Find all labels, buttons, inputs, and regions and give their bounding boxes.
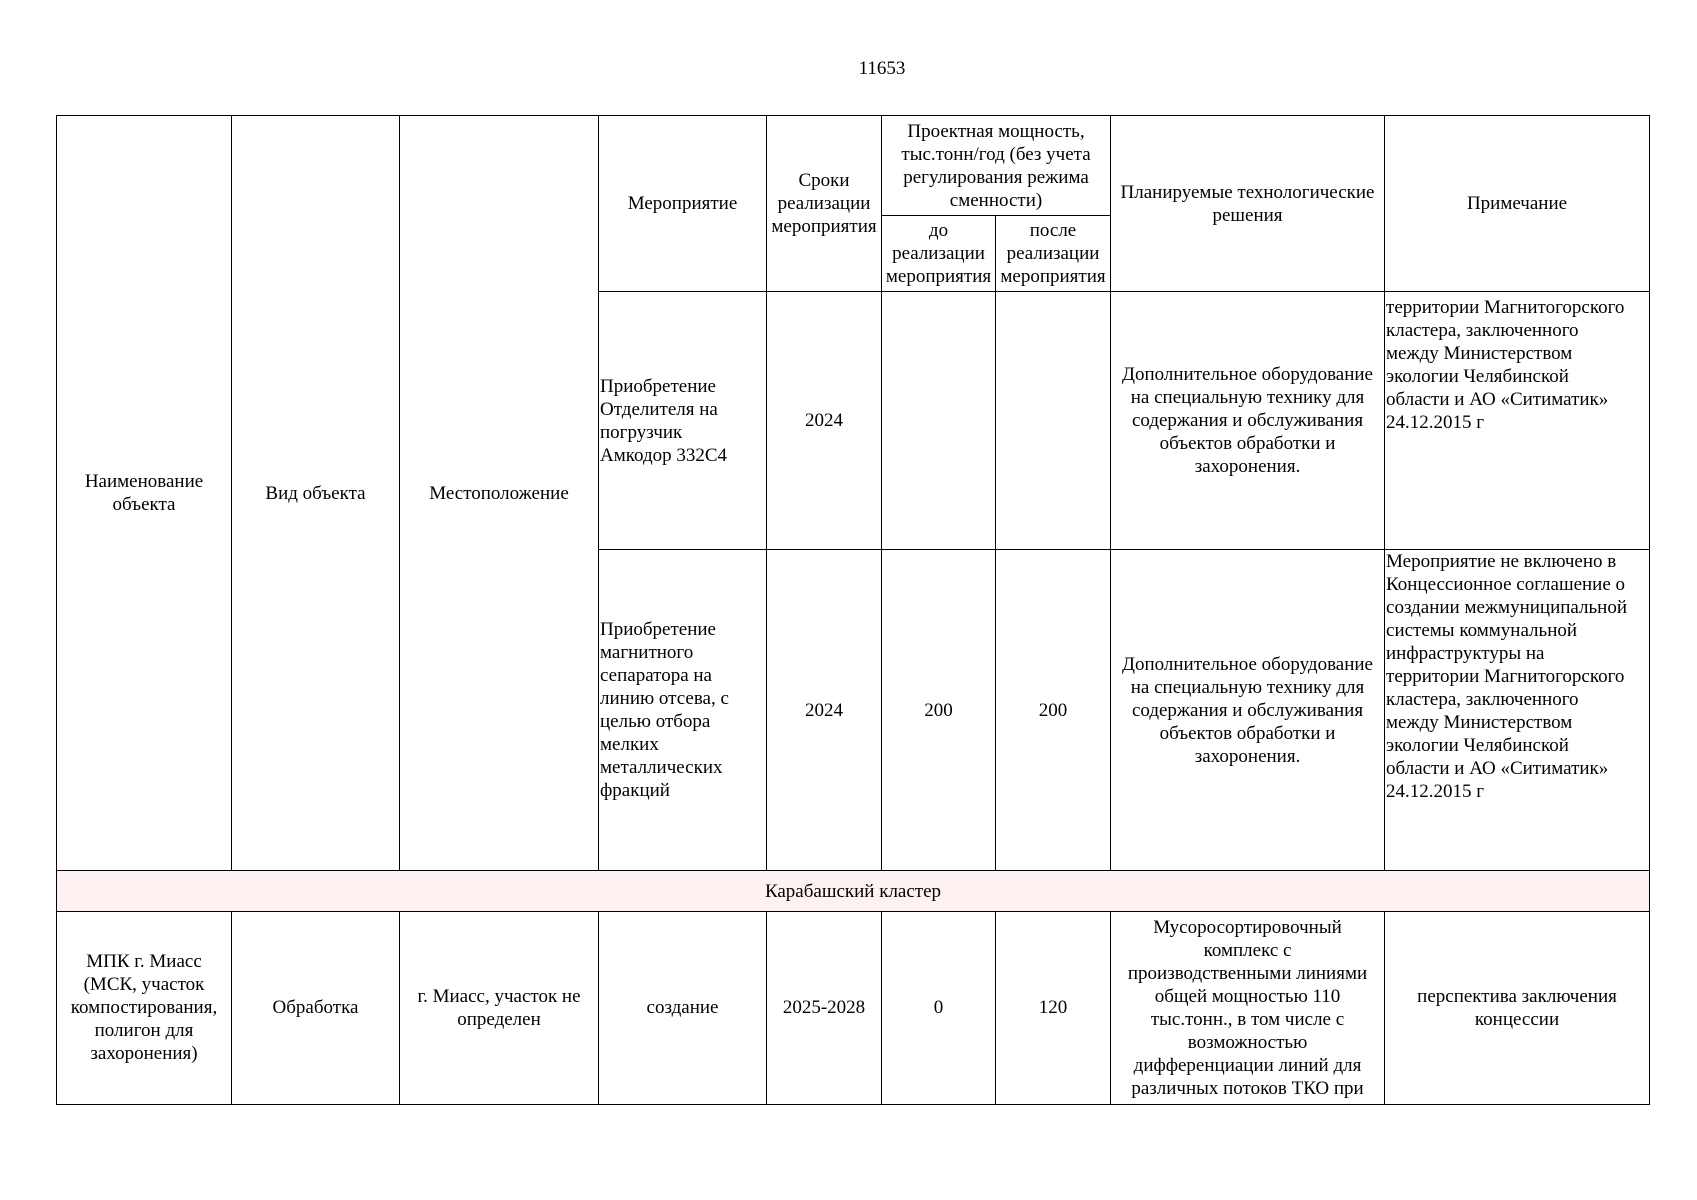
header-note: Примечание	[1385, 116, 1650, 292]
header-after: после реализации мероприятия	[996, 216, 1111, 292]
page-number: 11653	[858, 58, 906, 79]
row3-after: 120	[996, 911, 1111, 1104]
row3-note: перспектива заключения концессии	[1385, 911, 1650, 1104]
row3-measure: создание	[599, 911, 767, 1104]
cluster-heading: Карабашский кластер	[57, 871, 1650, 911]
header-location: Местоположение	[400, 116, 599, 871]
row2-before: 200	[882, 549, 996, 871]
header-capacity: Проектная мощность, тыс.тонн/год (без учета регулирования режима сменности)	[882, 116, 1111, 216]
row1-measure: Приобретение Отделителя на погрузчик Амкодор 332С4	[599, 292, 767, 550]
row2-after: 200	[996, 549, 1111, 871]
row2-measure: Приобретение магнитного сепаратора на линию отсева, с целью отбора мелких металлических фракций	[599, 549, 767, 871]
header-name: Наименование объекта	[57, 116, 232, 871]
header-terms: Сроки реализации мероприятия	[767, 116, 882, 292]
row1-after	[996, 292, 1111, 550]
row3-before: 0	[882, 911, 996, 1104]
row3-tech: Мусоросортировочный комплекс с производственными линиями общей мощностью 110 тыс.тонн., в том числе с возможностью дифференциации линий для различных потоков ТКО при	[1111, 911, 1385, 1104]
row1-tech: Дополнительное оборудование на специальную технику для содержания и обслуживания объектов обработки и захоронения.	[1111, 292, 1385, 550]
row3-type: Обработка	[232, 911, 400, 1104]
row3-name: МПК г. Миасс (МСК, участок компостирования, полигон для захоронения)	[57, 911, 232, 1104]
row2-tech: Дополнительное оборудование на специальную технику для содержания и обслуживания объектов обработки и захоронения.	[1111, 549, 1385, 871]
header-tech: Планируемые технологические решения	[1111, 116, 1385, 292]
header-measure: Мероприятие	[599, 116, 767, 292]
row1-terms: 2024	[767, 292, 882, 550]
waste-facilities-table	[56, 115, 1650, 1105]
row1-before	[882, 292, 996, 550]
row2-note: Мероприятие не включено в Концессионное соглашение о создании межмуниципальной системы коммунальной инфраструктуры на территории Магнитогорского кластера, заключенного между Министерством экологии Челябинской области и АО «Ситиматик» 24.12.2015 г	[1385, 549, 1650, 871]
row1-note: территории Магнитогорского кластера, заключенного между Министерством экологии Челябинской области и АО «Ситиматик» 24.12.2015 г	[1385, 292, 1650, 550]
row3-location: г. Миасс, участок не определен	[400, 911, 599, 1104]
table-row	[57, 911, 1650, 1104]
header-before: до реализации мероприятия	[882, 216, 996, 292]
row3-terms: 2025-2028	[767, 911, 882, 1104]
row2-terms: 2024	[767, 549, 882, 871]
header-type: Вид объекта	[232, 116, 400, 871]
